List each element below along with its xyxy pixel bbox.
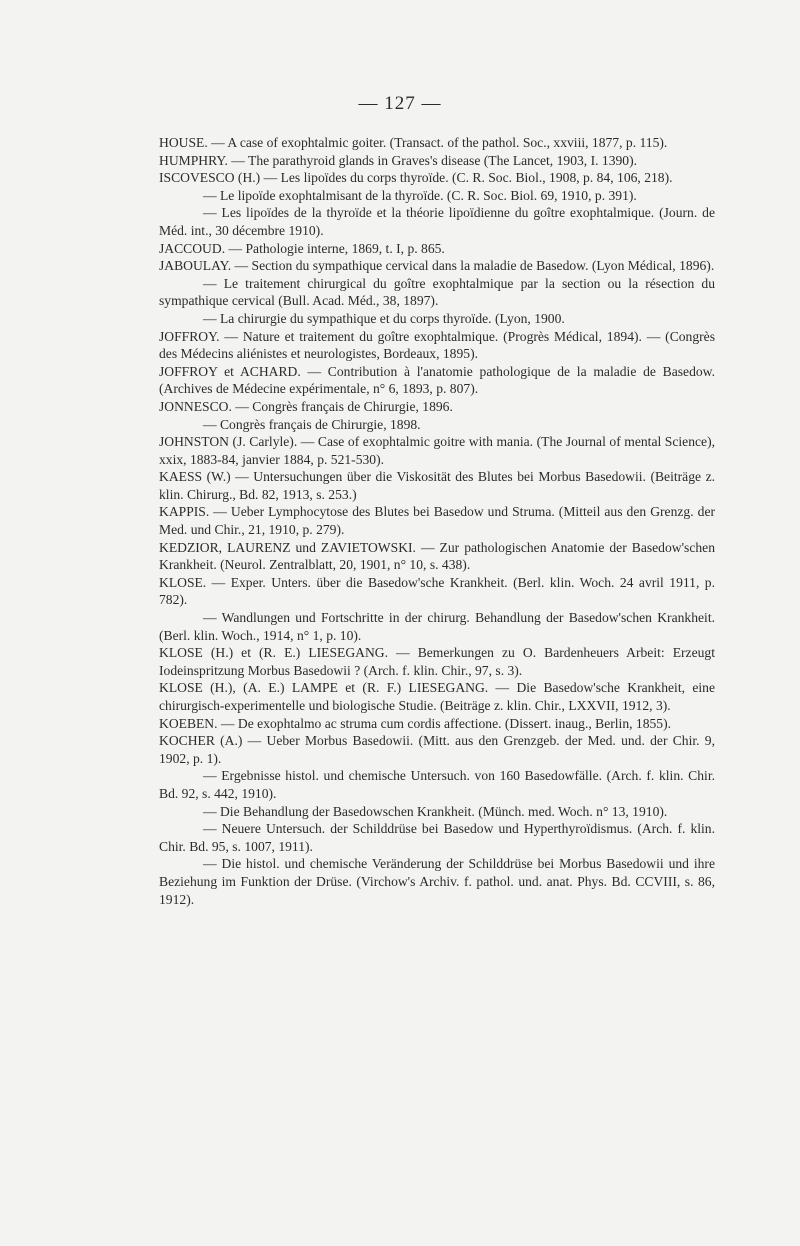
bibliography-entry: JACCOUD. — Pathologie interne, 1869, t. I, p. 865.	[159, 240, 445, 256]
bibliography-entry: — Le traitement chirurgical du goître exophtalmique par la section ou la résection du sympathique cervical (Bull. Acad. Méd., 38, 1897).	[159, 275, 715, 309]
bibliography-entry: JOFFROY et ACHARD. — Contribution à l'anatomie pathologique de la maladie de Basedow. (Archives de Médecine expérimentale, n° 6, 1893, p. 807).	[159, 363, 715, 397]
bibliography-entry: KLOSE (H.) et (R. E.) LIESEGANG. — Bemerkungen zu O. Bardenheuers Arbeit: Erzeugt Iodeinspritzung Morbus Basedowii ? (Arch. f. klin. Chir., 97, s. 3).	[159, 645, 715, 678]
bibliography-entry: — La chirurgie du sympathique et du corps thyroïde. (Lyon, 1900.	[203, 310, 565, 326]
bibliography-entry: KOEBEN. — De exophtalmo ac struma cum cordis affectione. (Dissert. inaug., Berlin, 1855).	[159, 715, 672, 731]
bibliography-list	[159, 134, 715, 908]
bibliography-entry: KAPPIS. — Ueber Lymphocytose des Blutes bei Basedow und Struma. (Mitteil aus den Grenzg. der Med. und Chir., 21, 1910, p. 279).	[159, 504, 715, 538]
page-number: — 127 —	[358, 93, 442, 114]
bibliography-entry: — Les lipoïdes de la thyroïde et la théorie lipoïdienne du goître exophtalmique. (Journ. de Méd. int., 30 décembre 1910).	[159, 205, 715, 238]
bibliography-entry: — Die Behandlung der Basedowschen Krankheit. (Münch. med. Woch. n° 13, 1910).	[203, 803, 668, 819]
bibliography-entry: — Le lipoïde exophtalmisant de la thyroïde. (C. R. Soc. Biol. 69, 1910, p. 391).	[203, 187, 637, 203]
bibliography-entry: JABOULAY. — Section du sympathique cervical dans la maladie de Basedow. (Lyon Médical, 1896).	[159, 258, 715, 274]
bibliography-entry: KLOSE (H.), (A. E.) LAMPE et (R. F.) LIESEGANG. — Die Basedow'sche Krankheit, eine chirurgisch-experimentelle und biologische Studie. (Beiträge z. klin. Chir., LXXVII, 1912, 3).	[159, 680, 715, 713]
bibliography-entry: HUMPHRY. — The parathyroid glands in Graves's disease (The Lancet, 1903, I. 1390).	[159, 152, 638, 168]
bibliography-entry: KOCHER (A.) — Ueber Morbus Basedowii. (Mitt. aus den Grenzgeb. der Med. und. der Chir. 9, 1902, p. 1).	[159, 733, 715, 766]
bibliography-entry: KEDZIOR, LAURENZ und ZAVIETOWSKI. — Zur pathologischen Anatomie der Basedow'schen Krankheit. (Neurol. Zentralblatt, 20, 1901, n° 10, s. 438).	[159, 539, 715, 573]
bibliography-entry: HOUSE. — A case of exophtalmic goiter. (Transact. of the pathol. Soc., xxviii, 1877, p. 115).	[159, 135, 668, 150]
bibliography-entry: JONNESCO. — Congrès français de Chirurgie, 1896.	[159, 398, 453, 414]
bibliography-entry: ISCOVESCO (H.) — Les lipoïdes du corps thyroïde. (C. R. Soc. Biol., 1908, p. 84, 106, 218).	[159, 170, 673, 186]
bibliography-entry: — Neuere Untersuch. der Schilddrüse bei Basedow und Hyperthyroïdismus. (Arch. f. klin. Chir. Bd. 95, s. 1007, 1911).	[159, 821, 715, 854]
bibliography-entry: — Ergebnisse histol. und chemische Untersuch. von 160 Basedowfälle. (Arch. f. klin. Chir. Bd. 92, s. 442, 1910).	[159, 768, 715, 801]
bibliography-entry: KAESS (W.) — Untersuchungen über die Viskosität des Blutes bei Morbus Basedowii. (Beiträge z. klin. Chirurg., Bd. 82, 1913, s. 253.)	[159, 469, 715, 502]
bibliography-entry: — Die histol. und chemische Veränderung der Schilddrüse bei Morbus Basedowii und ihre Beziehung im Funktion der Drüse. (Virchow's Archiv. f. pathol. und. anat. Phys. Bd. CCVIII, s. 86, 1912).	[159, 856, 715, 907]
bibliography-entry: — Wandlungen und Fortschritte in der chirurg. Behandlung der Basedow'schen Krankheit. (Berl. klin. Woch., 1914, n° 1, p. 10).	[159, 610, 715, 643]
bibliography-entry: — Congrès français de Chirurgie, 1898.	[203, 416, 421, 432]
bibliography-entry: JOFFROY. — Nature et traitement du goître exophtalmique. (Progrès Médical, 1894). — (Congrès des Médecins aliénistes et neurologistes, Bordeaux, 1895).	[159, 328, 715, 362]
bibliography-entry: KLOSE. — Exper. Unters. über die Basedow'sche Krankheit. (Berl. klin. Woch. 24 avril 1911, p. 782).	[159, 574, 715, 608]
bibliography-entry: JOHNSTON (J. Carlyle). — Case of exophtalmic goitre with mania. (The Journal of mental Science), xxix, 1883-84, janvier 1884, p. 521-530).	[159, 434, 715, 467]
